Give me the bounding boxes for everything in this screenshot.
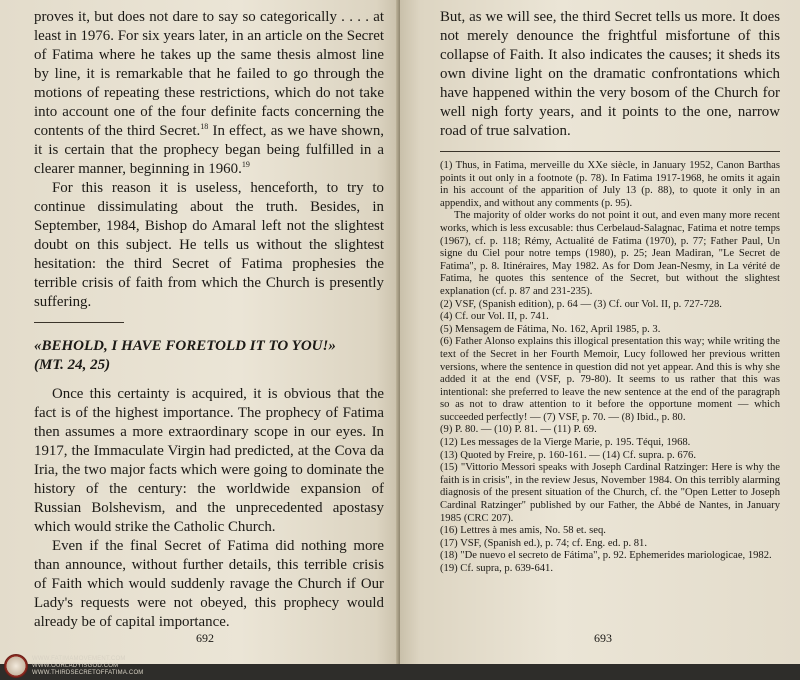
paragraph-text: In effect, as we have shown, it is certain that the prophecy began being fulfilled in a clearer manner, beginning in 1960. (34, 123, 384, 177)
paragraph-text: proves it, but does not dare to say so categorically . . . . at least in 1976. For six years later, in an article on the Secret of Fatima where he takes up the same thesis almost line by line, it is remarkable that he failed to go through the motions of repeating these restrictions, which do not take into account one of the four definite facts concerning the contents of the third Secret. (34, 9, 384, 139)
right-page (400, 0, 800, 664)
section-divider (34, 322, 124, 323)
footnotes (440, 160, 780, 576)
watermark (4, 654, 144, 678)
footnote: (9) P. 80. — (10) P. 81. — (11) P. 69. (440, 424, 597, 436)
footnote: (16) Lettres à mes amis, No. 58 et. seq. (440, 525, 606, 537)
footnote: (4) Cf. our Vol. II, p. 741. (440, 311, 549, 323)
footnote: (2) VSF, (Spanish edition), p. 64 — (3) Cf. our Vol. II, p. 727-728. (440, 298, 722, 310)
footnote: The majority of older works do not point it out, and even many more recent works, which is less excusable: thus Cerbelaud-Salagnac, Fatima et notre temps (1967), cf. p. 118; Rémy, Actualité de Fatima (1970), p. 77; Father Paul, Un signe du Ciel pour notre temps (1980), p. 25; Jean Madiran, "Le Secret de Fatima", p. 8. Itinéraires, May 1982. As for Dom Jean-Nesmy, in La vérité de Fatima, he quotes this sentence of the Secret, but without the slightest explanation (cf. p. 87 and 231-235). (440, 210, 780, 297)
left-paragraph-4: Even if the final Secret of Fatima did nothing more than announce, without further details, this terrible crisis of Faith which would suddenly ravage the Church if Our Lady's requests were not obeyed, this prophecy would already be of capital importance. (34, 538, 384, 630)
footnote: (13) Quoted by Freire, p. 160-161. — (14) Cf. supra. p. 676. (440, 449, 696, 461)
footnote: (17) VSF, (Spanish ed.), p. 74; cf. Eng. ed. p. 81. (440, 537, 647, 549)
scan-footer (0, 655, 800, 680)
left-paragraph-1 (34, 8, 384, 179)
footnote: (19) Cf. supra, p. 639-641. (440, 563, 553, 574)
watermark-line: WWW.THIRDSECRETOFFATIMA.COM (32, 669, 144, 676)
footnote: (6) Father Alonso explains this illogical presentation this way; while writing the text of the Secret in her Fourth Memoir, Lucy followed her previous written versions, where the sentence in question did not yet appear. And this is why she added it at the end (VSF, p. 79-80). It seems to us rather that this was intentional: she preferred to leave the new sentence at the end of the paragraph so as not to draw attention to it before the opportune moment — which succeeded perfectly! — (7) VSF, p. 70. — (8) Ibid., p. 80. (440, 336, 780, 423)
seal-icon (4, 654, 28, 678)
left-paragraph-2: For this reason it is useless, henceforth, to try to continue dissimulating about the truth. Besides, in September, 1984, Bishop do Amaral left not the slightest doubt on this subject. He tells us without the slightest hesitation: the third Secret of Fatima prophesies the terrible crisis of faith from which the Church is presently suffering. (34, 180, 384, 310)
footnote: (12) Les messages de la Vierge Marie, p. 195. Téqui, 1968. (440, 437, 691, 449)
page-number-right: 693 (594, 631, 612, 645)
footnote-ref: 19 (241, 160, 250, 170)
footnote: (18) "De nuevo el secreto de Fátima", p. 92. Ephemerides mariologicae, 1982. (440, 550, 772, 562)
left-paragraph-3: Once this certainty is acquired, it is obvious that the fact is of the highest importance. The prophecy of Fatima then assumes a more extraordinary scope in our eyes. In 1917, the Immaculate Virgin had predicted, at the Cova da Iria, the two major facts which were going to dominate the history of the century: the worldwide expansion of Russian Bolshevism, and the unprecedented apostasy which would strike the Catholic Church. (34, 386, 384, 535)
footnote-ref: 18 (200, 122, 209, 132)
section-heading-line-1: «BEHOLD, I HAVE FORETOLD IT TO YOU!» (34, 338, 336, 354)
right-body-text (440, 8, 780, 141)
footnotes-divider (440, 151, 780, 152)
left-body-text (34, 8, 384, 632)
right-paragraph-1: But, as we will see, the third Secret tells us more. It does not merely denounce the frightful misfortune of this collapse of Faith. It also indicates the causes; it sheds its own divine light on the dramatic confrontations which have happened within the very bosom of the Church for well nigh forty years, and it points to the one, narrow road of true salvation. (440, 9, 780, 139)
left-page (0, 0, 400, 664)
watermark-line: WWW.OURLADYISGOD.COM (32, 662, 119, 669)
page-number-left: 692 (196, 631, 214, 645)
section-heading-line-2: (MT. 24, 25) (34, 357, 111, 373)
footnote: (5) Mensagem de Fátima, No. 162, April 1985, p. 3. (440, 323, 661, 335)
section-heading (34, 337, 384, 375)
footnote: (1) Thus, in Fatima, merveille du XXe siècle, in January 1952, Canon Barthas points it out only in a footnote (p. 78). In Fatima 1917-1968, he omits it again in his account of the apparition of July 13 (p. 88), to quote it only in an appendix, and without any comments (p. 95). (440, 160, 780, 209)
watermark-text (32, 656, 144, 677)
footnote: (15) "Vittorio Messori speaks with Joseph Cardinal Ratzinger: Here is why the faith is in crisis", in the review Jesus, November 1984. On this terribly alarming diagnosis of the present situation of the Church, cf. the "Open Letter to Joseph Cardinal Ratzinger" published by our Father, the Abbé de Nantes, in January 1985 (CRC 207). (440, 462, 780, 524)
watermark-line: WWW.FATIMAMOVEMENT.COM (32, 655, 126, 662)
